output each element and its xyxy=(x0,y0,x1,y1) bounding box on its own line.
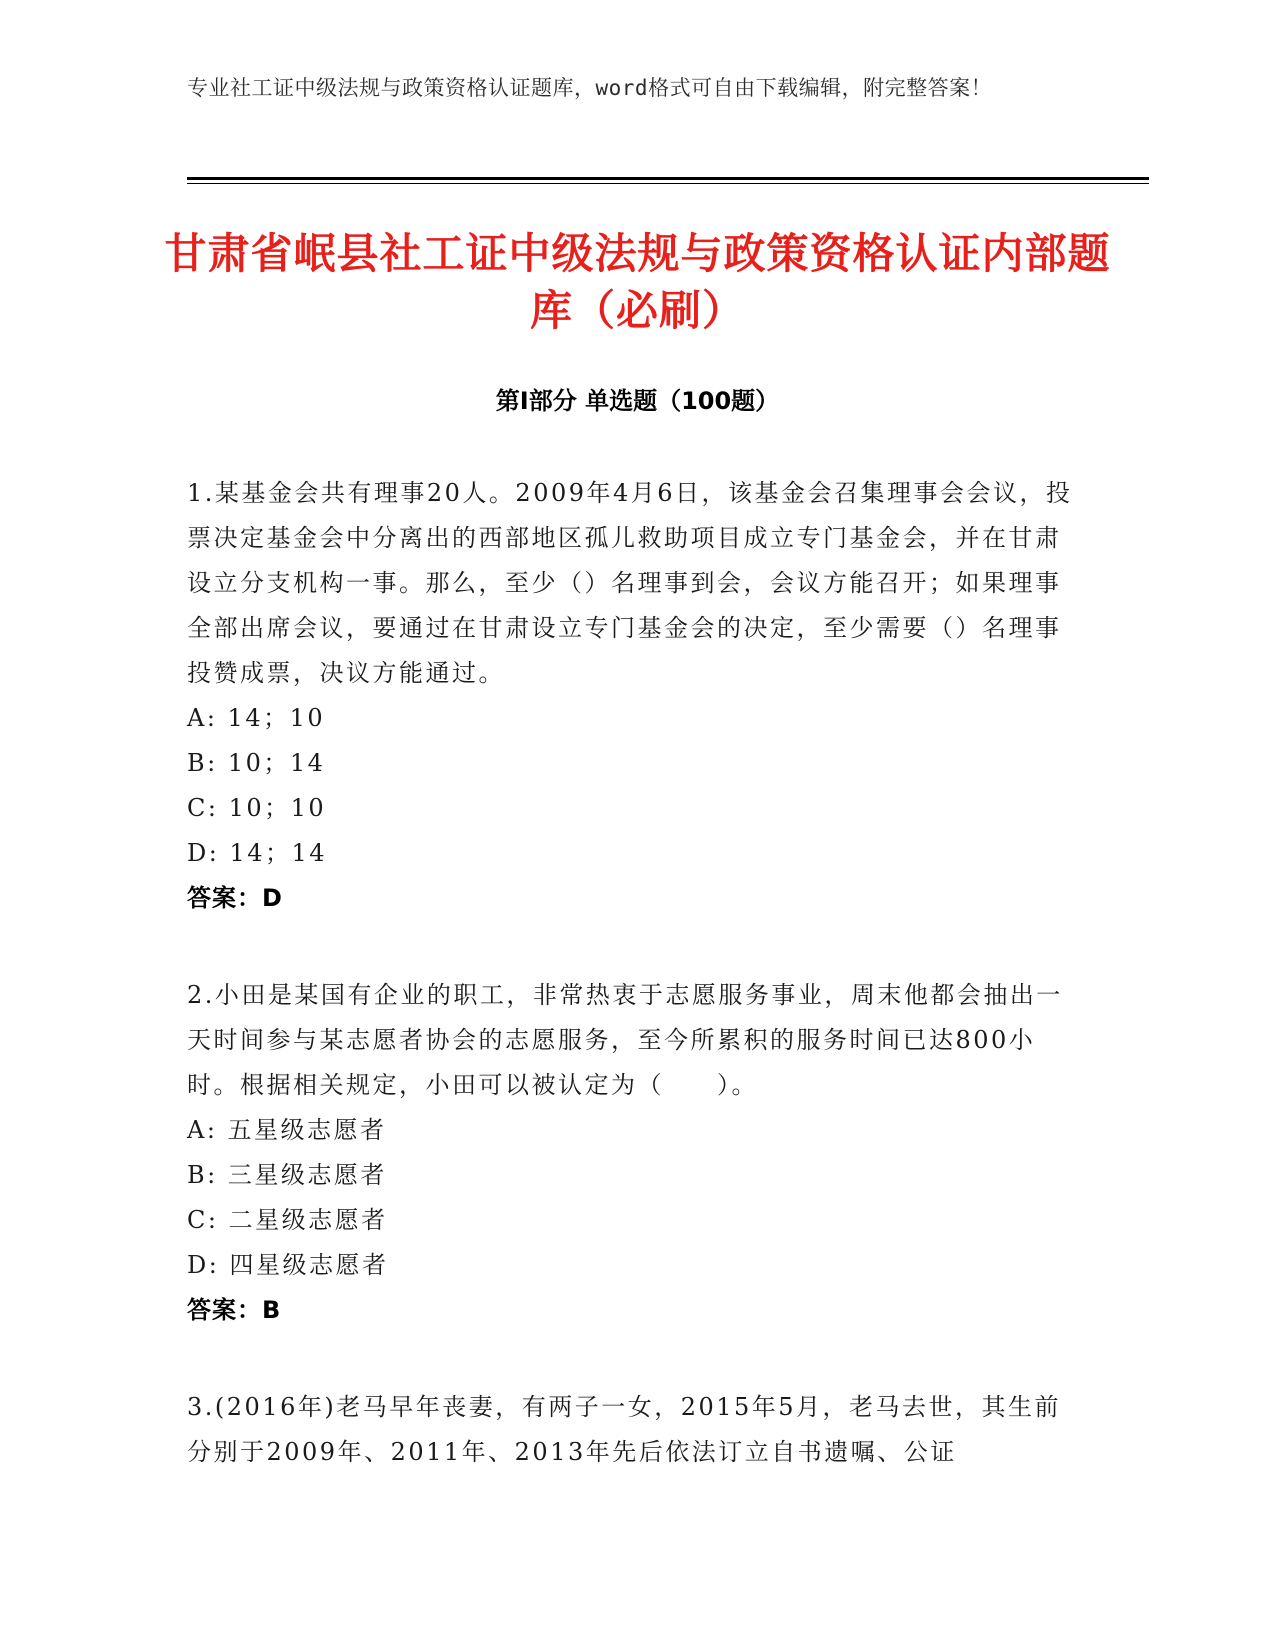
option-c: C: 二星级志愿者 xyxy=(187,1206,388,1234)
option-d: D: 14；14 xyxy=(187,839,328,867)
question-2 xyxy=(187,973,1077,1333)
section-heading: 第I部分 单选题（100题） xyxy=(495,387,780,415)
answer: 答案：B xyxy=(187,1296,282,1324)
option-b: B: 10；14 xyxy=(187,749,326,777)
option-a: A: 五星级志愿者 xyxy=(187,1116,387,1144)
header-note: 专业社工证中级法规与政策资格认证题库，word格式可自由下载编辑，附完整答案！ xyxy=(187,76,993,100)
question-3 xyxy=(187,1385,1077,1475)
option-a: A: 14；10 xyxy=(187,704,326,732)
option-c: C: 10；10 xyxy=(187,794,327,822)
question-stem: 1.某基金会共有理事20人。2009年4月6日，该基金会召集理事会会议，投票决定基金会中分离出的西部地区孤儿救助项目成立专门基金会，并在甘肃设立分支机构一事。那么，至少（）名理事到会，会议方能召开；如果理事全部出席会议，要通过在甘肃设立专门基金会的决定，至少需要（）名理事投赞成票，决议方能通过。 xyxy=(187,479,1073,687)
option-d: D: 四星级志愿者 xyxy=(187,1251,389,1279)
option-b: B: 三星级志愿者 xyxy=(187,1161,387,1189)
question-stem: 3.(2016年)老马早年丧妻，有两子一女，2015年5月，老马去世，其生前分别于2009年、2011年、2013年先后依法订立自书遗嘱、公证 xyxy=(187,1393,1062,1466)
question-1 xyxy=(187,471,1077,921)
document-title: 甘肃省岷县社工证中级法规与政策资格认证内部题库（必刷） xyxy=(164,229,1111,335)
question-stem: 2.小田是某国有企业的职工，非常热衷于志愿服务事业，周末他都会抽出一天时间参与某志愿者协会的志愿服务，至今所累积的服务时间已达800小时。根据相关规定，小田可以被认定为（ ）。 xyxy=(187,981,1063,1099)
header-divider-thick xyxy=(187,177,1149,180)
answer: 答案：D xyxy=(187,884,283,912)
header-divider-thin xyxy=(187,183,1149,184)
